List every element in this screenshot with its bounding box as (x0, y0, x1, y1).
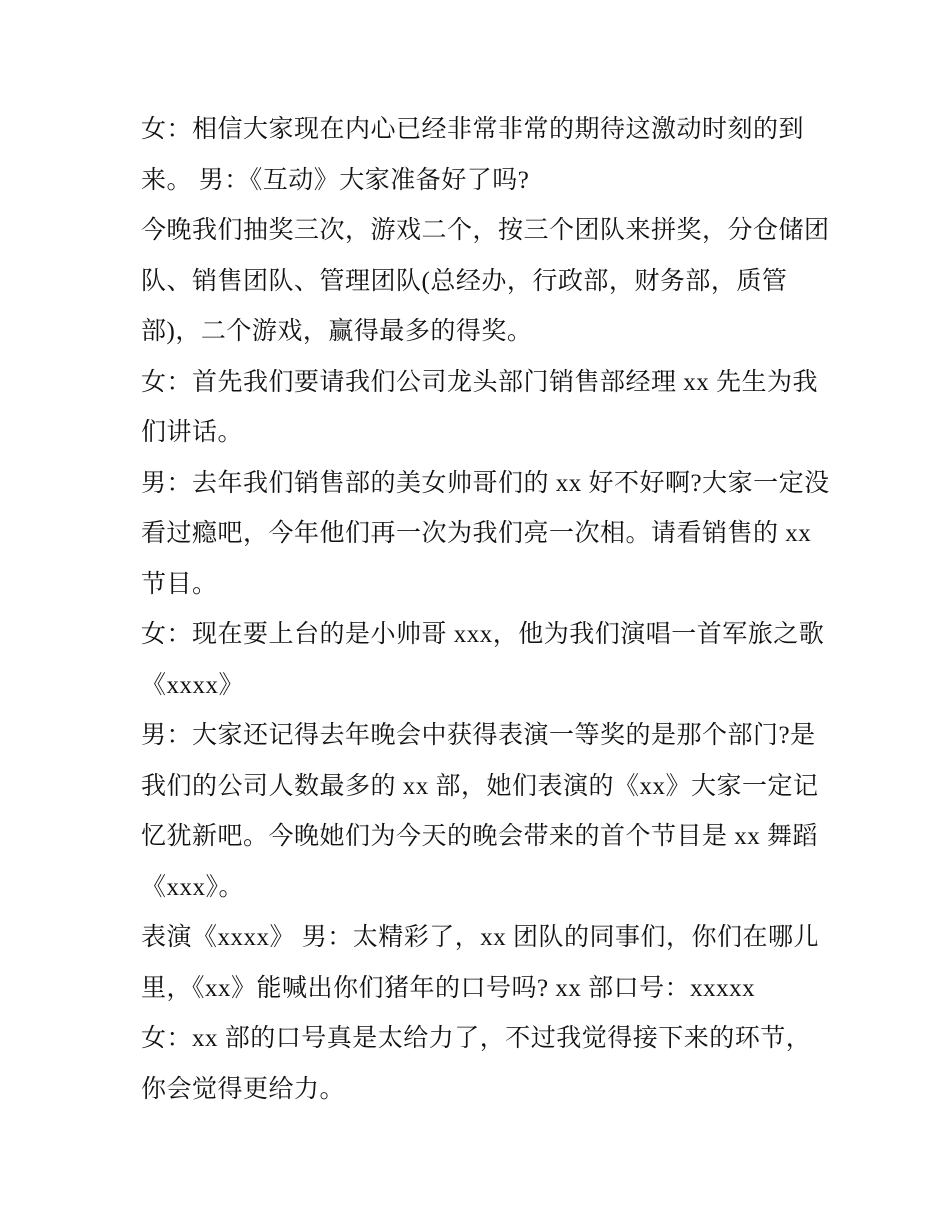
text-line: 队、销售团队、管理团队(总经办，行政部，财务部，质管 (141, 267, 788, 295)
text-line: 你会觉得更给力。 (141, 1075, 346, 1103)
text-line: 忆犹新吧。今晚她们为今天的晚会带来的首个节目是 xx 舞蹈 (141, 823, 819, 850)
text-line: 女：xx 部的口号真是太给力了，不过我觉得接下来的环节， (141, 1025, 812, 1052)
text-line: 女：相信大家现在内心已经非常非常的期待这激动时刻的到 (141, 116, 805, 143)
document-body (141, 105, 841, 1115)
text-line: 来。 男：《互动》大家准备好了吗? (141, 166, 530, 194)
text-line: 男：去年我们销售部的美女帅哥们的 xx 好不好啊?大家一定没 (141, 469, 830, 497)
text-line: 表演《xxxx》 男：太精彩了，xx 团队的同事们，你们在哪儿 (141, 924, 820, 951)
text-line: 男：大家还记得去年晚会中获得表演一等奖的是那个部门?是 (141, 722, 816, 749)
text-line: 看过瘾吧，今年他们再一次为我们亮一次相。请看销售的 xx (141, 520, 812, 547)
text-line: 女：首先我们要请我们公司龙头部门销售部经理 xx 先生为我 (141, 368, 819, 396)
text-line: 女：现在要上台的是小帅哥 xxx，他为我们演唱一首军旅之歌 (141, 621, 825, 648)
text-line: 部)，二个游戏，赢得最多的得奖。 (141, 318, 533, 345)
text-line: 们讲话。 (141, 419, 244, 446)
text-line: 《xxxx》 (141, 671, 245, 699)
text-line: 节目。 (141, 570, 218, 598)
text-line: 里，《xx》能喊出你们猪年的口号吗? xx 部口号：xxxxx (141, 974, 756, 1002)
text-line: 今晚我们抽奖三次，游戏二个，按三个团队来拼奖，分仓储团 (141, 217, 830, 244)
text-line: 《xxx》。 (141, 873, 245, 901)
text-line: 我们的公司人数最多的 xx 部，她们表演的《xx》大家一定记 (141, 772, 819, 800)
